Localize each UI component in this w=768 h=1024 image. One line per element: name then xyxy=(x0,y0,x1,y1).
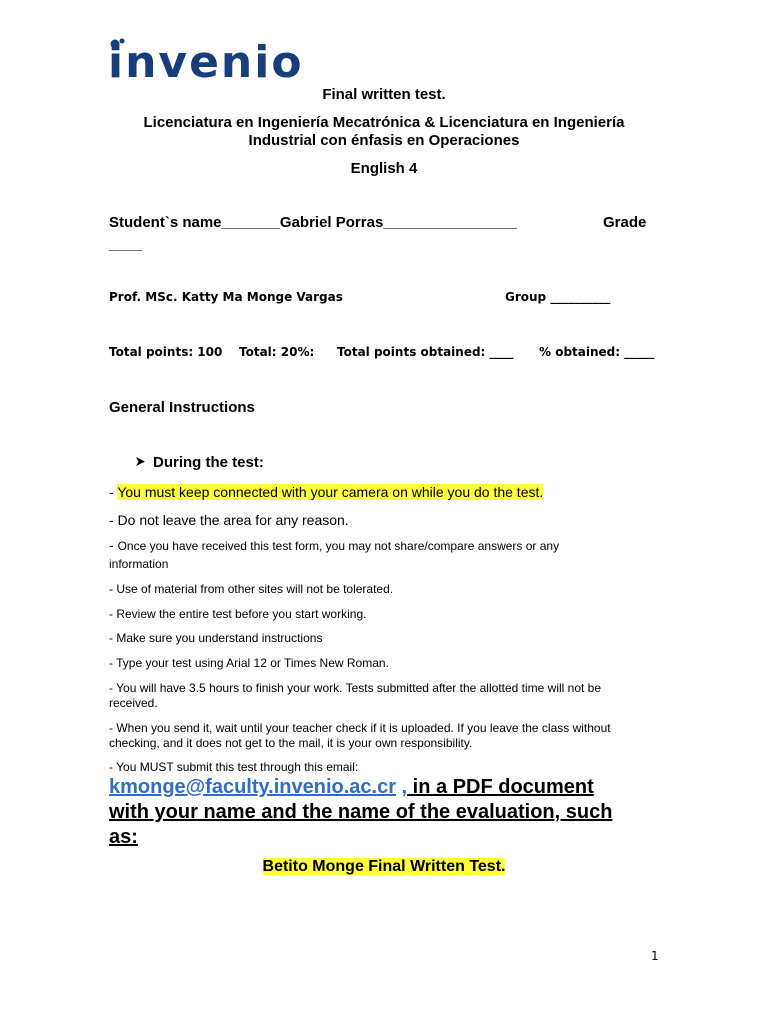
example-filename xyxy=(100,858,668,876)
rule-share-dash: - xyxy=(109,537,118,553)
arrow-bullet-icon xyxy=(135,456,146,467)
program-line-1: Licenciatura en Ingeniería Mecatrónica & Licenciatura en Ingeniería xyxy=(143,114,625,131)
instructions-heading: General Instructions xyxy=(109,399,255,416)
submit-line-2: with your name and the name of the evaluation, such xyxy=(109,801,613,823)
group-field: Group __________ xyxy=(505,290,611,304)
course-name: English 4 xyxy=(350,160,418,177)
rule-share xyxy=(109,538,659,554)
grade-label: Grade xyxy=(603,214,647,231)
during-test-label: During the test: xyxy=(153,454,264,471)
rule-submit: - You MUST submit this test through this email: xyxy=(109,760,359,774)
logo-graphic xyxy=(108,38,312,84)
document-title: Final written test. xyxy=(322,86,446,103)
professor-name: Prof. MSc. Katty Ma Monge Vargas xyxy=(109,290,343,304)
rule-understand: - Make sure you understand instructions xyxy=(109,631,323,645)
program-line-2: Industrial con énfasis en Operaciones xyxy=(248,132,520,149)
percent-obtained: % obtained: _____ xyxy=(539,345,655,359)
logo-text: invenio xyxy=(108,38,304,84)
rule-stay: - Do not leave the area for any reason. xyxy=(109,512,349,528)
submit-line-1-rest: in a PDF document xyxy=(407,776,594,798)
total-percent: Total: 20%: xyxy=(239,345,315,359)
rule-camera xyxy=(109,483,543,501)
rule-time-line2: received. xyxy=(109,696,158,710)
rule-upload-line1: - When you send it, wait until your teacher check if it is uploaded. If you leave the class without xyxy=(109,721,611,735)
rule-review: - Review the entire test before you start working. xyxy=(109,607,367,621)
points-obtained: Total points obtained: ____ xyxy=(337,345,514,359)
page-number: 1 xyxy=(651,949,659,963)
email-comma: , xyxy=(396,776,408,798)
email-link[interactable]: kmonge@faculty.invenio.ac.cr xyxy=(109,776,396,798)
total-points: Total points: 100 xyxy=(109,345,223,359)
example-filename-text: Betito Monge Final Written Test. xyxy=(262,858,506,875)
rule-share-line2: information xyxy=(109,557,169,571)
submit-line-3: as: xyxy=(109,826,138,848)
grade-blank: ____ xyxy=(109,236,143,253)
rule-share-line1: Once you have received this test form, you may not share/compare answers or any xyxy=(117,539,560,553)
rule-upload-line2: checking, and it does not get to the mail, it is your own responsibility. xyxy=(109,736,473,750)
rule-camera-text: You must keep connected with your camera on while you do the test. xyxy=(117,484,544,500)
rule-font: - Type your test using Arial 12 or Times New Roman. xyxy=(109,656,389,670)
rule-time-line1: - You will have 3.5 hours to finish your work. Tests submitted after the allotted time will not be xyxy=(109,681,602,695)
rule-material: - Use of material from other sites will not be tolerated. xyxy=(109,582,394,596)
submit-line-1 xyxy=(109,775,669,800)
student-name-line: Student`s name_______Gabriel Porras________________ xyxy=(109,214,517,231)
invenio-logo xyxy=(108,38,312,84)
during-test-subheading xyxy=(135,454,264,471)
rule-camera-dash: - xyxy=(109,484,118,500)
